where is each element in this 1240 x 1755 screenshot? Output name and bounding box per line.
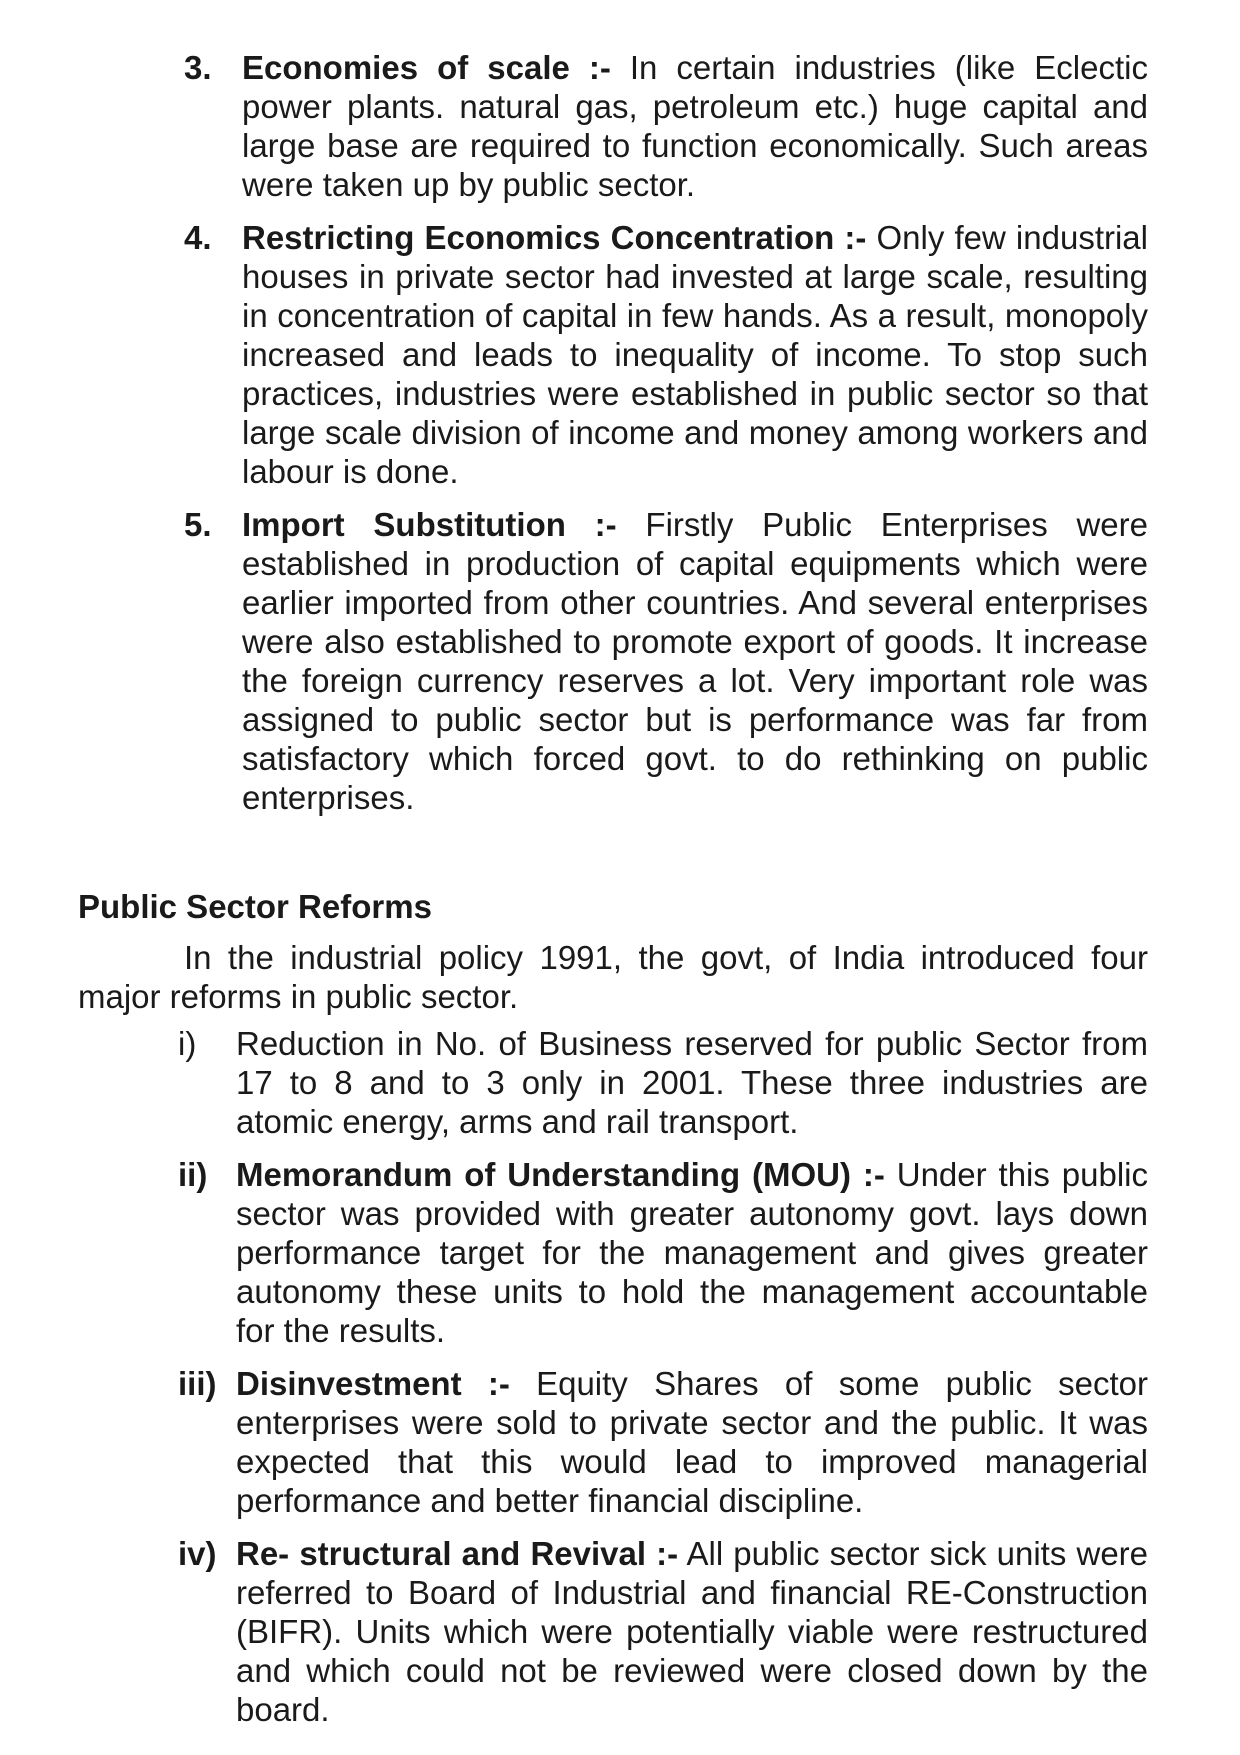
item-body	[242, 218, 1148, 491]
item-text: In certain industries (like Eclectic power plants. natural gas, petroleum etc.) huge capital and large base are required to function economically. Such areas were taken up by public sector.	[242, 49, 1148, 203]
item-number: i)	[178, 1025, 197, 1062]
item-heading: Economies of scale :-	[242, 49, 611, 86]
item-text: Firstly Public Enterprises were established in production of capital equipments which were earlier imported from other countries. And several enterprises were also established to promote export of goods. It increase the foreign currency reserves a lot. Very important role was assigned to public sector but is performance was far from satisfactory which forced govt. to do rethinking on public enterprises.	[242, 506, 1148, 816]
item-number: 4.	[184, 219, 212, 256]
item-body	[242, 48, 1148, 204]
section-intro: In the industrial policy 1991, the govt, of India introduced four major reforms in public sector.	[78, 939, 1148, 1015]
item-text: Reduction in No. of Business reserved for public Sector from 17 to 8 and to 3 only in 2001. These three industries are atomic energy, arms and rail transport.	[236, 1025, 1148, 1140]
list-item-restructuring	[178, 1534, 1148, 1729]
list-item-reduction	[178, 1024, 1148, 1141]
item-body	[236, 1024, 1148, 1141]
item-number: iii)	[178, 1365, 217, 1402]
item-body	[236, 1534, 1148, 1729]
list-item-import-substitution	[184, 505, 1148, 817]
item-number: 3.	[184, 49, 212, 86]
item-heading: Re- structural and Revival :-	[236, 1535, 679, 1572]
reforms-list	[178, 1024, 1148, 1729]
list-item-economies-of-scale	[184, 48, 1148, 204]
numbered-list	[184, 48, 1148, 817]
item-heading: Import Substitution :-	[242, 506, 617, 543]
list-item-mou	[178, 1155, 1148, 1350]
item-number: ii)	[178, 1156, 208, 1193]
list-item-restricting-concentration	[184, 218, 1148, 491]
item-text: Equity Shares of some public sector enterprises were sold to private sector and the public. It was expected that this would lead to improved managerial performance and better financial discipline.	[236, 1365, 1149, 1519]
item-body	[236, 1155, 1148, 1350]
item-text: Only few industrial houses in private sector had invested at large scale, resulting in concentration of capital in few hands. As a result, monopoly increased and leads to inequality of income. To stop such practices, industries were established in public sector so that large scale division of income and money among workers and labour is done.	[242, 219, 1148, 490]
item-text: Under this public sector was provided with greater autonomy govt. lays down performance target for the management and gives greater autonomy these units to hold the management accountable for the results.	[236, 1156, 1148, 1349]
item-body	[236, 1364, 1148, 1520]
item-heading: Memorandum of Understanding (MOU) :-	[236, 1156, 885, 1193]
item-heading: Disinvestment :-	[236, 1365, 510, 1402]
item-body	[242, 505, 1148, 817]
item-heading: Restricting Economics Concentration :-	[242, 219, 867, 256]
section-heading: Public Sector Reforms	[78, 888, 432, 925]
item-text: All public sector sick units were referred to Board of Industrial and financial RE-Construction (BIFR). Units which were potentially viable were restructured and which could not be reviewed were closed down by the board.	[236, 1535, 1149, 1728]
list-item-disinvestment	[178, 1364, 1148, 1520]
item-number: 5.	[184, 506, 212, 543]
item-number: iv)	[178, 1535, 217, 1572]
